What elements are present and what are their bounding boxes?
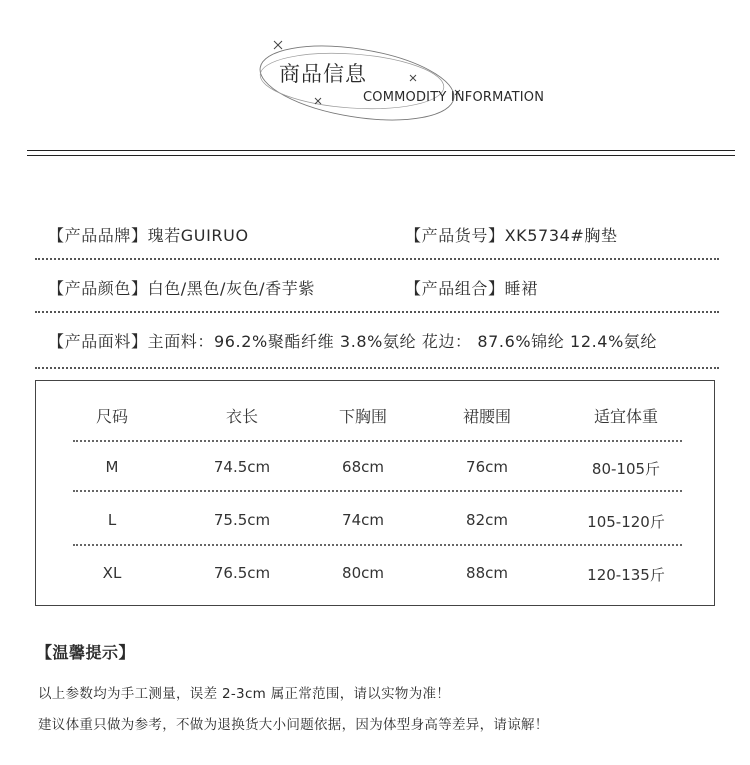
table-cell-waist: 82cm xyxy=(466,511,508,529)
table-header-underbust: 下胸围 xyxy=(338,407,388,426)
tip-line: 建议体重只做为参考，不做为退换货大小问题依据，因为体型身高等差异，请谅解！ xyxy=(38,717,549,733)
sparkle-icon xyxy=(410,75,416,81)
sparkle-icon xyxy=(274,41,282,49)
table-cell-waist: 76cm xyxy=(466,458,508,476)
info-color: 【产品颜色】白色/黑色/灰色/香芋紫 xyxy=(48,279,315,298)
table-cell-underbust: 74cm xyxy=(342,511,384,529)
divider-bottom xyxy=(27,155,735,156)
info-item-no: 【产品货号】XK5734#胸垫 xyxy=(405,226,618,245)
title-decoration xyxy=(0,0,750,140)
table-cell-underbust: 80cm xyxy=(342,564,384,582)
divider-top xyxy=(27,150,735,151)
dotted-divider xyxy=(35,367,719,369)
table-header-weight: 适宜体重 xyxy=(593,407,659,426)
table-cell-underbust: 68cm xyxy=(342,458,384,476)
info-brand: 【产品品牌】瑰若GUIRUO xyxy=(48,226,249,245)
table-header-size: 尺码 xyxy=(95,407,129,426)
table-cell-size: L xyxy=(107,511,117,529)
table-header-waist: 裙腰围 xyxy=(462,407,512,426)
table-cell-waist: 88cm xyxy=(466,564,508,582)
info-fabric: 【产品面料】主面料：96.2%聚酯纤维 3.8%氨纶 花边： 87.6%锦纶 12.4%氨纶 xyxy=(48,332,658,351)
table-row-divider xyxy=(73,544,682,546)
dotted-divider xyxy=(35,311,719,313)
table-row-divider xyxy=(73,490,682,492)
table-cell-weight: 120-135斤 xyxy=(587,566,665,584)
page-subtitle: COMMODITY INFORMATION xyxy=(363,90,545,105)
table-cell-size: M xyxy=(105,458,119,476)
info-combo: 【产品组合】睡裙 xyxy=(405,279,538,298)
table-row-divider xyxy=(73,440,682,442)
tip-line: 以上参数均为手工测量，误差 2-3cm 属正常范围，请以实物为准！ xyxy=(38,686,451,702)
table-cell-length: 74.5cm xyxy=(213,458,271,476)
page-title: 商品信息 xyxy=(279,62,367,86)
table-cell-length: 75.5cm xyxy=(213,511,271,529)
table-cell-size: XL xyxy=(102,564,122,582)
table-header-length: 衣长 xyxy=(225,407,259,426)
table-cell-weight: 80-105斤 xyxy=(591,460,661,478)
table-cell-weight: 105-120斤 xyxy=(587,513,665,531)
sparkle-icon xyxy=(315,98,321,104)
table-cell-length: 76.5cm xyxy=(213,564,271,582)
tips-title: 【温馨提示】 xyxy=(36,643,136,662)
dotted-divider xyxy=(35,258,719,260)
